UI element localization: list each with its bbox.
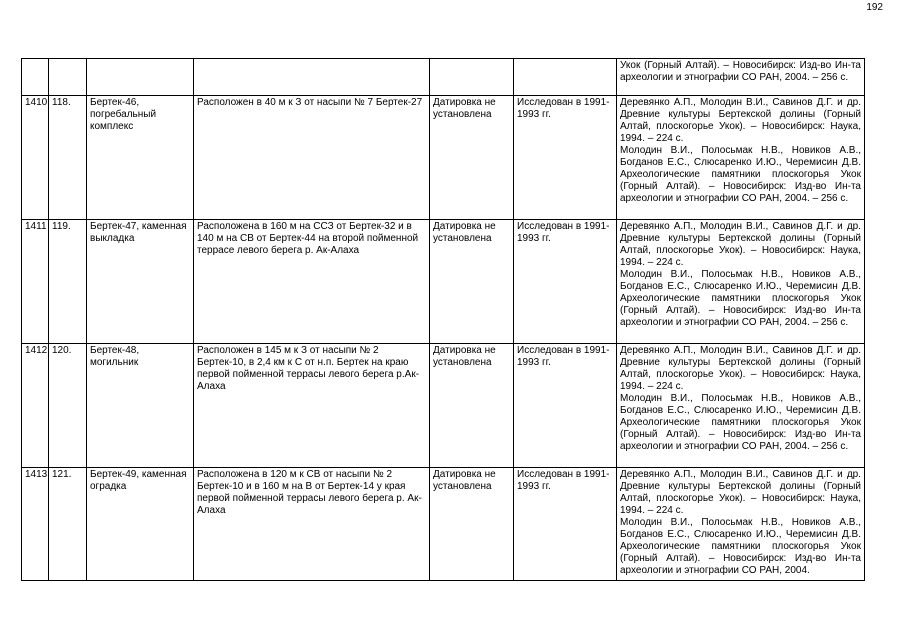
monument-name-cell: Бертек-46, погребальный комплекс: [87, 96, 194, 220]
reference-entry: Деревянко А.П., Молодин В.И., Савинов Д.Г. и др. Древние культуры Бертекской долины (Горный Алтай, плоскогорье Укок). – Новосибирск: Наука, 1994. – 224 с.: [620, 221, 861, 268]
references-cell: [617, 96, 865, 220]
table-row: [22, 220, 865, 344]
dating-cell: Датировка не установлена: [430, 220, 514, 344]
references-cell: [617, 344, 865, 468]
register-body: [22, 59, 865, 581]
research-cell: Исследован в 1991-1993 гг.: [514, 96, 617, 220]
row-number-cell: [22, 59, 49, 96]
reference-entry: Деревянко А.П., Молодин В.И., Савинов Д.Г. и др. Древние культуры Бертекской долины (Горный Алтай, плоскогорье Укок). – Новосибирск: Наука, 1994. – 224 с.: [620, 469, 861, 516]
monument-name-cell: Бертек-48, могильник: [87, 344, 194, 468]
reference-entry: Молодин В.И., Полосьмак Н.В., Новиков А.В., Богданов Е.С., Слюсаренко И.Ю., Черемисин Д.В. Археологические памятники плоскогорья Укок (Горный Алтай). – Новосибирск: Изд-во Ин-та археологии и этнографии СО РАН, 2004. – 256 с.: [620, 393, 861, 452]
reference-entry: Деревянко А.П., Молодин В.И., Савинов Д.Г. и др. Древние культуры Бертекской долины (Горный Алтай, плоскогорье Укок). – Новосибирск: Наука, 1994. – 224 с.: [620, 345, 861, 392]
table-row: [22, 468, 865, 581]
dating-cell: Датировка не установлена: [430, 468, 514, 581]
row-subnumber-cell: [49, 59, 87, 96]
location-cell: [194, 59, 430, 96]
row-number-cell: 1410: [22, 96, 49, 220]
dating-cell: Датировка не установлена: [430, 344, 514, 468]
monument-name-cell: Бертек-49, каменная оградка: [87, 468, 194, 581]
dating-cell: [430, 59, 514, 96]
research-cell: Исследован в 1991-1993 гг.: [514, 344, 617, 468]
research-cell: Исследован в 1991-1993 гг.: [514, 220, 617, 344]
row-subnumber-cell: 121.: [49, 468, 87, 581]
table-row: [22, 96, 865, 220]
location-cell: Расположена в 160 м на ССЗ от Бертек-32 и в 140 м на СВ от Бертек-44 на второй пойменной террасе левого берега р. Ак-Алаха: [194, 220, 430, 344]
page-number: 192: [866, 2, 883, 13]
reference-entry: Молодин В.И., Полосьмак Н.В., Новиков А.В., Богданов Е.С., Слюсаренко И.Ю., Черемисин Д.В. Археологические памятники плоскогорья Укок (Горный Алтай). – Новосибирск: Изд-во Ин-та археологии и этнографии СО РАН, 2004. – 256 с.: [620, 145, 861, 204]
dating-cell: Датировка не установлена: [430, 96, 514, 220]
references-cell: [617, 220, 865, 344]
table-row: [22, 344, 865, 468]
reference-entry: Укок (Горный Алтай). – Новосибирск: Изд-во Ин-та археологии и этнографии СО РАН, 2004. – 256 с.: [620, 60, 861, 83]
reference-entry: Молодин В.И., Полосьмак Н.В., Новиков А.В., Богданов Е.С., Слюсаренко И.Ю., Черемисин Д.В. Археологические памятники плоскогорья Укок (Горный Алтай). – Новосибирск: Изд-во Ин-та археологии и этнографии СО РАН, 2004. – 256 с.: [620, 269, 861, 328]
monuments-register-table: [21, 58, 865, 581]
table-row: [22, 59, 865, 96]
row-number-cell: 1413: [22, 468, 49, 581]
reference-entry: Молодин В.И., Полосьмак Н.В., Новиков А.В., Богданов Е.С., Слюсаренко И.Ю., Черемисин Д.В. Археологические памятники плоскогорья Укок (Горный Алтай). – Новосибирск: Изд-во Ин-та археологии и этнографии СО РАН, 2004.: [620, 517, 861, 576]
row-number-cell: 1412: [22, 344, 49, 468]
monument-name-cell: [87, 59, 194, 96]
reference-entry: Деревянко А.П., Молодин В.И., Савинов Д.Г. и др. Древние культуры Бертекской долины (Горный Алтай, плоскогорье Укок). – Новосибирск: Наука, 1994. – 224 с.: [620, 97, 861, 144]
research-cell: Исследован в 1991-1993 гг.: [514, 468, 617, 581]
references-cell: [617, 59, 865, 96]
location-cell: Расположен в 145 м к З от насыпи № 2 Бертек-10, в 2,4 км к С от н.п. Бертек на краю первой пойменной террасы левого берега р.Ак-Алаха: [194, 344, 430, 468]
location-cell: Расположен в 40 м к З от насыпи № 7 Бертек-27: [194, 96, 430, 220]
location-cell: Расположена в 120 м к СВ от насыпи № 2 Бертек-10 и в 160 м на В от Бертек-14 у края первой пойменной террасы левого берега р. Ак-Алаха: [194, 468, 430, 581]
row-subnumber-cell: 118.: [49, 96, 87, 220]
research-cell: [514, 59, 617, 96]
row-subnumber-cell: 119.: [49, 220, 87, 344]
monument-name-cell: Бертек-47, каменная выкладка: [87, 220, 194, 344]
row-subnumber-cell: 120.: [49, 344, 87, 468]
references-cell: [617, 468, 865, 581]
row-number-cell: 1411: [22, 220, 49, 344]
